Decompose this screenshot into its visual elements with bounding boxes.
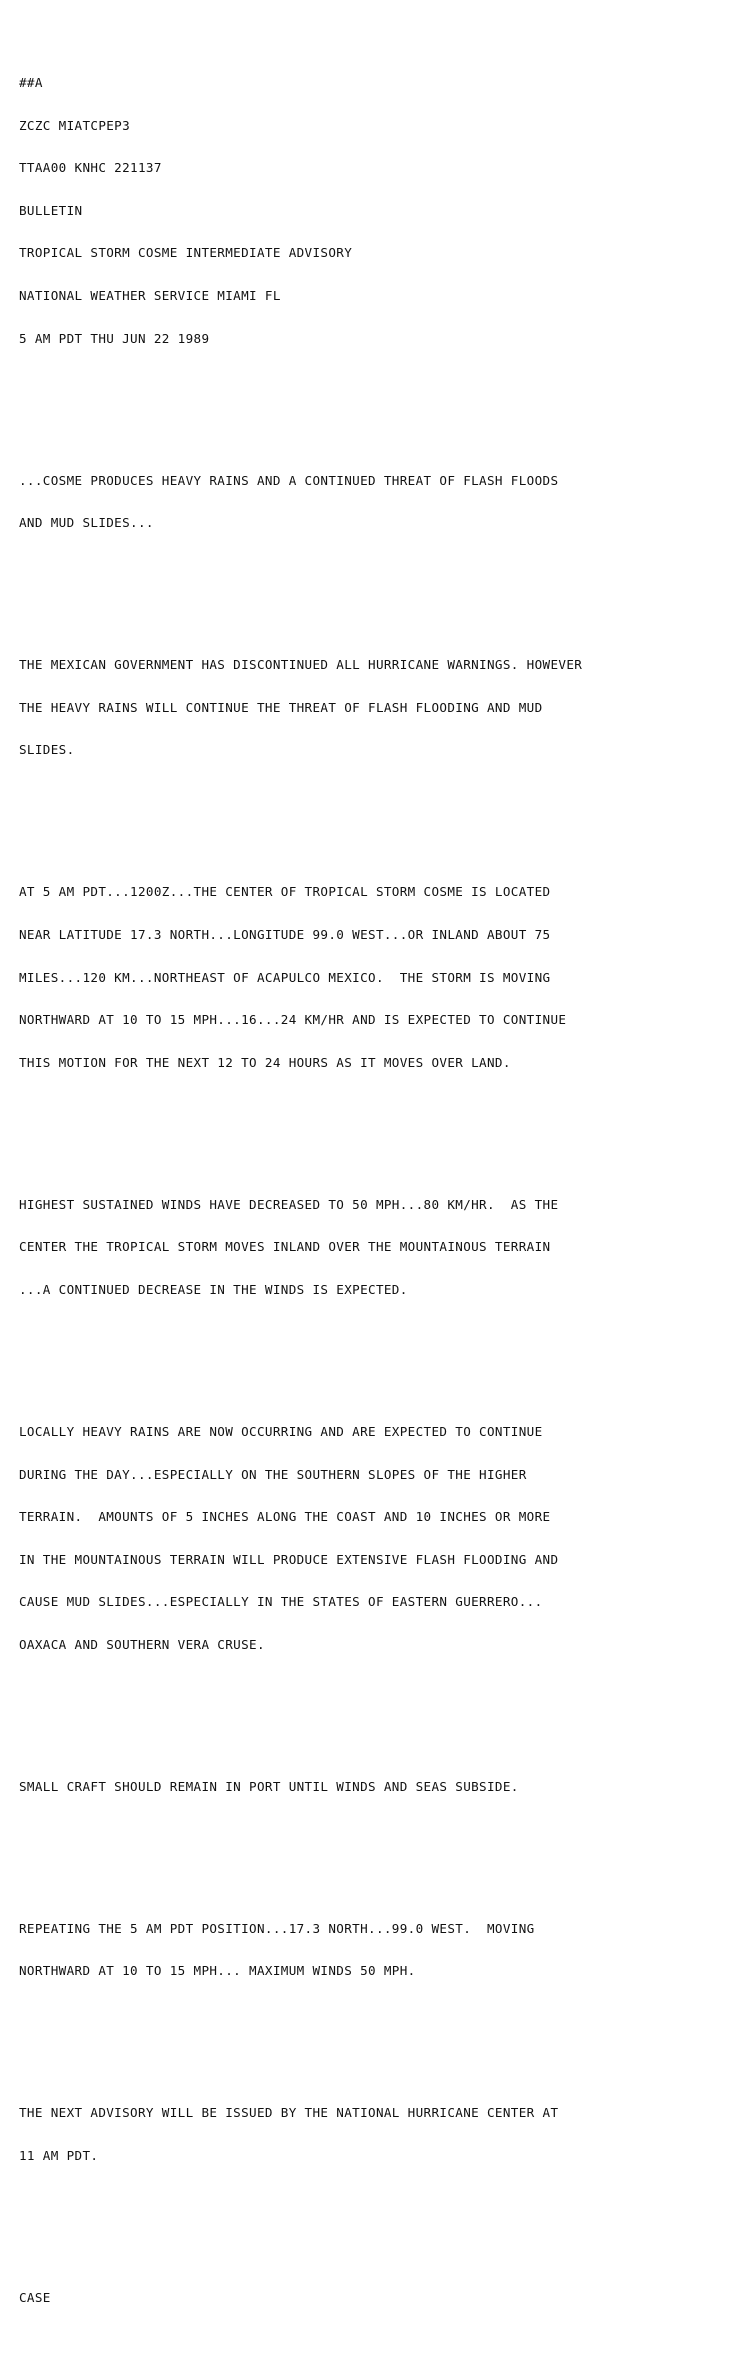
issuing-office: NATIONAL WEATHER SERVICE MIAMI FL xyxy=(19,287,281,303)
forecaster-name: CASE xyxy=(19,2290,51,2306)
text-line: REPEATING THE 5 AM PDT POSITION...17.3 NORTH...99.0 WEST. MOVING xyxy=(19,1920,535,1936)
text-line: SLIDES. xyxy=(19,742,75,758)
text-line: HIGHEST SUSTAINED WINDS HAVE DECREASED TO 50 MPH...80 KM/HR. AS THE xyxy=(19,1196,559,1212)
bulletin-header xyxy=(19,48,734,375)
next-advisory-paragraph xyxy=(19,2078,734,2192)
forecaster-signature xyxy=(19,2263,734,2334)
small-craft-paragraph xyxy=(19,1751,734,1822)
advisory-title: TROPICAL STORM COSME INTERMEDIATE ADVISORY xyxy=(19,245,353,261)
rains-paragraph xyxy=(19,1397,734,1681)
text-line: DURING THE DAY...ESPECIALLY ON THE SOUTHERN SLOPES OF THE HIGHER xyxy=(19,1466,527,1482)
text-line: CAUSE MUD SLIDES...ESPECIALLY IN THE STATES OF EASTERN GUERRERO... xyxy=(19,1594,543,1610)
text-line: IN THE MOUNTAINOUS TERRAIN WILL PRODUCE EXTENSIVE FLASH FLOODING AND xyxy=(19,1551,559,1567)
headline-paragraph xyxy=(19,445,734,559)
text-line: THE HEAVY RAINS WILL CONTINUE THE THREAT OF FLASH FLOODING AND MUD xyxy=(19,699,543,715)
advisory-text xyxy=(19,5,734,2362)
header-line: ##A xyxy=(19,75,43,91)
text-line: ...COSME PRODUCES HEAVY RAINS AND A CONTINUED THREAT OF FLASH FLOODS xyxy=(19,472,559,488)
text-line: THIS MOTION FOR THE NEXT 12 TO 24 HOURS AS IT MOVES OVER LAND. xyxy=(19,1054,511,1070)
text-line: AND MUD SLIDES... xyxy=(19,515,154,531)
text-line: ...A CONTINUED DECREASE IN THE WINDS IS EXPECTED. xyxy=(19,1281,408,1297)
text-line: NORTHWARD AT 10 TO 15 MPH... MAXIMUM WINDS 50 MPH. xyxy=(19,1963,416,1979)
header-line: ZCZC MIATCPEP3 xyxy=(19,117,131,133)
header-line: BULLETIN xyxy=(19,202,83,218)
text-line: THE NEXT ADVISORY WILL BE ISSUED BY THE NATIONAL HURRICANE CENTER AT xyxy=(19,2105,559,2121)
summary-paragraph xyxy=(19,1893,734,2007)
warnings-paragraph xyxy=(19,630,734,786)
text-line: OAXACA AND SOUTHERN VERA CRUSE. xyxy=(19,1636,265,1652)
text-line: NORTHWARD AT 10 TO 15 MPH...16...24 KM/HR AND IS EXPECTED TO CONTINUE xyxy=(19,1012,567,1028)
text-line: MILES...120 KM...NORTHEAST OF ACAPULCO MEXICO. THE STORM IS MOVING xyxy=(19,969,551,985)
text-line: THE MEXICAN GOVERNMENT HAS DISCONTINUED ALL HURRICANE WARNINGS. HOWEVER xyxy=(19,657,583,673)
text-line: CENTER THE TROPICAL STORM MOVES INLAND OVER THE MOUNTAINOUS TERRAIN xyxy=(19,1239,551,1255)
issue-time: 5 AM PDT THU JUN 22 1989 xyxy=(19,330,210,346)
text-line: SMALL CRAFT SHOULD REMAIN IN PORT UNTIL WINDS AND SEAS SUBSIDE. xyxy=(19,1778,519,1794)
header-line: TTAA00 KNHC 221137 xyxy=(19,160,162,176)
text-line: AT 5 AM PDT...1200Z...THE CENTER OF TROPICAL STORM COSME IS LOCATED xyxy=(19,884,551,900)
text-line: TERRAIN. AMOUNTS OF 5 INCHES ALONG THE COAST AND 10 INCHES OR MORE xyxy=(19,1509,551,1525)
text-line: LOCALLY HEAVY RAINS ARE NOW OCCURRING AND ARE EXPECTED TO CONTINUE xyxy=(19,1423,543,1439)
text-line: 11 AM PDT. xyxy=(19,2148,99,2164)
text-line: NEAR LATITUDE 17.3 NORTH...LONGITUDE 99.0 WEST...OR INLAND ABOUT 75 xyxy=(19,926,551,942)
position-paragraph xyxy=(19,857,734,1098)
winds-paragraph xyxy=(19,1169,734,1325)
